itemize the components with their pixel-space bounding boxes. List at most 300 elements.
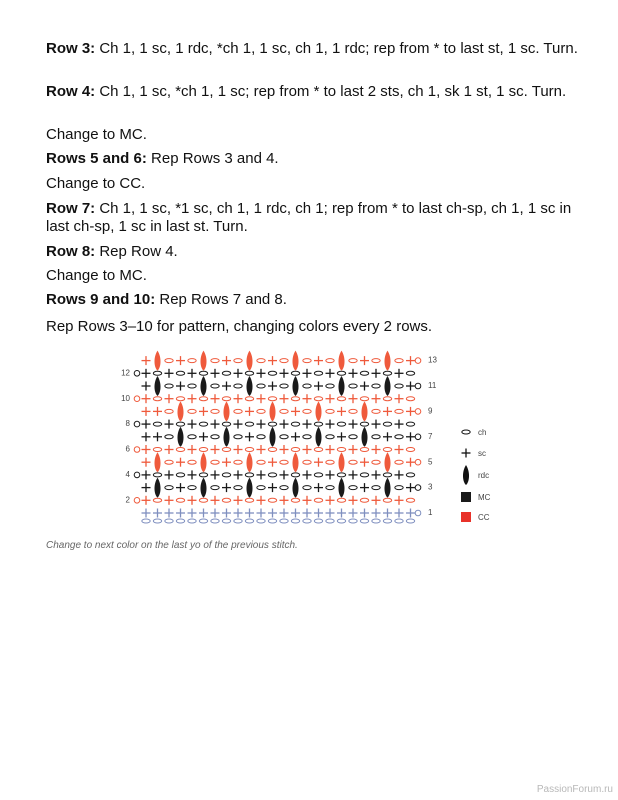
single-crochet-stitch — [245, 432, 254, 441]
single-crochet-stitch — [268, 356, 277, 365]
chain-stitch — [360, 519, 368, 523]
chain-stitch — [372, 359, 380, 363]
chain-stitch — [372, 435, 380, 439]
chart-caption: Change to next color on the last yo of the previous stitch. — [46, 540, 298, 551]
single-crochet-stitch — [291, 432, 300, 441]
single-crochet-stitch — [326, 420, 335, 429]
single-crochet-stitch — [280, 420, 289, 429]
single-crochet-stitch — [176, 382, 185, 391]
single-crochet-stitch — [222, 382, 231, 391]
raised-double-crochet-stitch — [338, 478, 344, 498]
single-crochet-stitch — [234, 470, 243, 479]
chain-stitch — [234, 359, 242, 363]
chain-stitch — [280, 409, 288, 413]
single-crochet-stitch — [395, 470, 404, 479]
raised-double-crochet-stitch — [246, 452, 252, 472]
single-crochet-stitch — [395, 420, 404, 429]
single-crochet-stitch — [360, 458, 369, 467]
change-to-mc-note: Change to MC. — [46, 267, 147, 284]
chain-stitch — [257, 519, 265, 523]
chain-stitch — [199, 397, 207, 401]
single-crochet-stitch — [222, 509, 231, 518]
single-crochet-stitch — [326, 369, 335, 378]
turning-chain-marker — [415, 383, 421, 389]
chain-stitch — [245, 371, 253, 375]
raised-double-crochet-stitch — [384, 452, 390, 472]
single-crochet-stitch — [165, 470, 174, 479]
single-crochet-stitch — [280, 496, 289, 505]
chain-stitch — [337, 371, 345, 375]
single-crochet-stitch — [211, 394, 220, 403]
chain-stitch — [326, 384, 334, 388]
single-crochet-stitch — [303, 496, 312, 505]
chain-stitch — [280, 359, 288, 363]
chain-stitch — [303, 359, 311, 363]
chain-stitch — [349, 435, 357, 439]
chain-stitch — [211, 359, 219, 363]
single-crochet-stitch — [303, 369, 312, 378]
chain-stitch — [199, 498, 207, 502]
chain-stitch — [188, 486, 196, 490]
single-crochet-stitch — [280, 445, 289, 454]
chain-stitch — [257, 359, 265, 363]
chain-stitch — [314, 448, 322, 452]
chain-stitch — [337, 422, 345, 426]
single-crochet-stitch — [395, 496, 404, 505]
chain-stitch — [349, 486, 357, 490]
chain-stitch — [153, 498, 161, 502]
chain-stitch — [234, 460, 242, 464]
single-crochet-stitch — [165, 420, 174, 429]
chain-stitch — [383, 371, 391, 375]
row-label: Row 3: — [46, 40, 96, 57]
chain-stitch — [291, 498, 299, 502]
chain-stitch — [372, 384, 380, 388]
chain-stitch — [280, 519, 288, 523]
single-crochet-stitch — [395, 394, 404, 403]
raised-double-crochet-stitch — [463, 465, 469, 485]
chain-stitch — [372, 486, 380, 490]
chain-stitch — [406, 473, 414, 477]
chain-stitch — [383, 422, 391, 426]
chain-stitch — [176, 498, 184, 502]
chain-stitch — [165, 486, 173, 490]
single-crochet-stitch — [199, 407, 208, 416]
row-number-right: 9 — [428, 406, 433, 416]
watermark: PassionForum.ru — [536, 784, 613, 795]
row-label: Rows 9 and 10: — [46, 291, 156, 308]
row-number-right: 13 — [428, 355, 437, 365]
chain-stitch — [176, 473, 184, 477]
chain-stitch — [222, 473, 230, 477]
single-crochet-stitch — [165, 394, 174, 403]
single-crochet-stitch — [303, 470, 312, 479]
turning-chain-marker — [134, 396, 140, 402]
raised-double-crochet-stitch — [154, 452, 160, 472]
single-crochet-stitch — [268, 458, 277, 467]
chain-stitch — [188, 359, 196, 363]
row-number-right: 3 — [428, 482, 433, 492]
chain-stitch — [291, 422, 299, 426]
chain-stitch — [211, 486, 219, 490]
single-crochet-stitch — [314, 458, 323, 467]
raised-double-crochet-stitch — [269, 401, 275, 421]
single-crochet-stitch — [303, 445, 312, 454]
raised-double-crochet-stitch — [200, 351, 206, 371]
single-crochet-stitch — [406, 483, 415, 492]
turning-chain-marker — [134, 472, 140, 478]
raised-double-crochet-stitch — [292, 376, 298, 396]
chain-stitch — [291, 519, 299, 523]
chain-stitch — [291, 448, 299, 452]
row-number-left: 2 — [125, 495, 130, 505]
raised-double-crochet-stitch — [338, 376, 344, 396]
chain-stitch — [153, 371, 161, 375]
chain-stitch — [222, 422, 230, 426]
chain-stitch — [153, 519, 161, 523]
chain-stitch — [303, 460, 311, 464]
row-3-instruction — [46, 40, 586, 58]
legend-label-rdc: rdc — [478, 471, 490, 481]
chain-stitch — [199, 371, 207, 375]
chain-stitch — [406, 422, 414, 426]
single-crochet-stitch — [257, 420, 266, 429]
single-crochet-stitch — [165, 369, 174, 378]
chain-stitch — [303, 384, 311, 388]
single-crochet-stitch — [142, 407, 151, 416]
chain-stitch — [383, 498, 391, 502]
row-label: Rows 5 and 6: — [46, 150, 147, 167]
chain-stitch — [188, 460, 196, 464]
single-crochet-stitch — [176, 356, 185, 365]
single-crochet-stitch — [142, 394, 151, 403]
row-text: Ch 1, 1 sc, *ch 1, 1 sc; rep from * to last 2 sts, ch 1, sk 1 st, 1 sc. Turn. — [95, 83, 567, 100]
single-crochet-stitch — [188, 394, 197, 403]
single-crochet-stitch — [234, 496, 243, 505]
single-crochet-stitch — [303, 509, 312, 518]
single-crochet-stitch — [291, 407, 300, 416]
single-crochet-stitch — [142, 420, 151, 429]
chain-stitch — [268, 498, 276, 502]
single-crochet-stitch — [234, 369, 243, 378]
turning-chain-marker — [415, 510, 421, 516]
chain-stitch — [326, 435, 334, 439]
single-crochet-stitch — [337, 407, 346, 416]
single-crochet-stitch — [280, 509, 289, 518]
single-crochet-stitch — [234, 509, 243, 518]
row-7-instruction — [46, 200, 586, 236]
chain-stitch — [222, 371, 230, 375]
single-crochet-stitch — [142, 369, 151, 378]
single-crochet-stitch — [257, 394, 266, 403]
chain-stitch — [176, 448, 184, 452]
single-crochet-stitch — [211, 369, 220, 378]
single-crochet-stitch — [314, 483, 323, 492]
raised-double-crochet-stitch — [223, 427, 229, 447]
chain-stitch — [222, 397, 230, 401]
single-crochet-stitch — [153, 407, 162, 416]
single-crochet-stitch — [211, 470, 220, 479]
chain-stitch — [257, 409, 265, 413]
chain-stitch — [406, 371, 414, 375]
chain-stitch — [349, 519, 357, 523]
single-crochet-stitch — [142, 509, 151, 518]
chain-stitch — [245, 422, 253, 426]
turning-chain-marker — [415, 409, 421, 415]
chain-stitch — [234, 384, 242, 388]
chain-stitch — [176, 371, 184, 375]
chain-stitch — [349, 409, 357, 413]
legend-label-cc: CC — [478, 513, 490, 523]
single-crochet-stitch — [314, 509, 323, 518]
chain-stitch — [406, 397, 414, 401]
raised-double-crochet-stitch — [338, 452, 344, 472]
chain-stitch — [395, 359, 403, 363]
single-crochet-stitch — [395, 369, 404, 378]
single-crochet-stitch — [372, 496, 381, 505]
turning-chain-marker — [134, 498, 140, 504]
single-crochet-stitch — [257, 470, 266, 479]
single-crochet-stitch — [188, 369, 197, 378]
raised-double-crochet-stitch — [246, 351, 252, 371]
raised-double-crochet-stitch — [177, 427, 183, 447]
single-crochet-stitch — [176, 483, 185, 492]
row-number-left: 8 — [125, 419, 130, 429]
single-crochet-stitch — [199, 509, 208, 518]
chain-stitch — [462, 430, 470, 434]
chain-stitch — [165, 460, 173, 464]
chain-stitch — [211, 409, 219, 413]
raised-double-crochet-stitch — [384, 376, 390, 396]
chain-stitch — [303, 409, 311, 413]
single-crochet-stitch — [326, 394, 335, 403]
change-to-cc-note: Change to CC. — [46, 175, 146, 192]
single-crochet-stitch — [291, 509, 300, 518]
chain-stitch — [268, 422, 276, 426]
chain-stitch — [142, 519, 150, 523]
row-number-right: 11 — [428, 381, 437, 391]
single-crochet-stitch — [268, 382, 277, 391]
chain-stitch — [395, 409, 403, 413]
single-crochet-stitch — [406, 407, 415, 416]
single-crochet-stitch — [142, 356, 151, 365]
chain-stitch — [165, 519, 173, 523]
turning-chain-marker — [415, 434, 421, 440]
single-crochet-stitch — [372, 369, 381, 378]
chain-stitch — [337, 397, 345, 401]
repeat-instruction: Rep Rows 3–10 for pattern, changing colors every 2 rows. — [46, 318, 433, 335]
single-crochet-stitch — [360, 356, 369, 365]
single-crochet-stitch — [222, 483, 231, 492]
chain-stitch — [234, 519, 242, 523]
single-crochet-stitch — [188, 445, 197, 454]
chain-stitch — [188, 435, 196, 439]
chain-stitch — [245, 397, 253, 401]
chain-stitch — [406, 448, 414, 452]
single-crochet-stitch — [337, 432, 346, 441]
row-text: Rep Rows 3 and 4. — [146, 150, 279, 167]
row-text: Rep Rows 7 and 8. — [155, 291, 287, 308]
single-crochet-stitch — [165, 496, 174, 505]
crochet-stitch-chart — [116, 345, 506, 527]
single-crochet-stitch — [211, 496, 220, 505]
chain-stitch — [383, 473, 391, 477]
single-crochet-stitch — [326, 470, 335, 479]
row-text: Ch 1, 1 sc, *1 sc, ch 1, 1 rdc, ch 1; rep from * to last ch-sp, ch 1, 1 sc in last ch-sp, 1 sc in last st. Turn. — [46, 200, 572, 235]
single-crochet-stitch — [303, 420, 312, 429]
chain-stitch — [165, 359, 173, 363]
raised-double-crochet-stitch — [246, 376, 252, 396]
single-crochet-stitch — [165, 509, 174, 518]
chain-stitch — [406, 519, 414, 523]
turning-chain-marker — [134, 371, 140, 377]
single-crochet-stitch — [349, 369, 358, 378]
single-crochet-stitch — [257, 496, 266, 505]
chain-stitch — [165, 384, 173, 388]
turning-chain-marker — [134, 421, 140, 427]
row-number-right: 1 — [428, 508, 433, 518]
single-crochet-stitch — [268, 483, 277, 492]
chain-stitch — [337, 519, 345, 523]
single-crochet-stitch — [372, 509, 381, 518]
chain-stitch — [383, 519, 391, 523]
chain-stitch — [360, 371, 368, 375]
turning-chain-marker — [415, 485, 421, 491]
chain-stitch — [280, 460, 288, 464]
raised-double-crochet-stitch — [269, 427, 275, 447]
single-crochet-stitch — [337, 509, 346, 518]
row-label: Row 8: — [46, 243, 96, 260]
raised-double-crochet-stitch — [200, 478, 206, 498]
row-8-instruction — [46, 243, 586, 261]
chain-stitch — [268, 371, 276, 375]
chain-stitch — [153, 448, 161, 452]
single-crochet-stitch — [406, 509, 415, 518]
legend-swatch-mc — [461, 492, 471, 502]
single-crochet-stitch — [280, 394, 289, 403]
chain-stitch — [268, 397, 276, 401]
raised-double-crochet-stitch — [154, 376, 160, 396]
turning-chain-marker — [134, 447, 140, 453]
raised-double-crochet-stitch — [361, 401, 367, 421]
chain-stitch — [360, 448, 368, 452]
single-crochet-stitch — [142, 382, 151, 391]
chain-stitch — [234, 409, 242, 413]
chain-stitch — [291, 473, 299, 477]
single-crochet-stitch — [188, 496, 197, 505]
chain-stitch — [222, 448, 230, 452]
legend-swatch-cc — [461, 512, 471, 522]
chain-stitch — [314, 397, 322, 401]
chain-stitch — [303, 519, 311, 523]
single-crochet-stitch — [303, 394, 312, 403]
single-crochet-stitch — [326, 509, 335, 518]
single-crochet-stitch — [176, 509, 185, 518]
chain-stitch — [245, 498, 253, 502]
single-crochet-stitch — [395, 509, 404, 518]
single-crochet-stitch — [142, 445, 151, 454]
chain-stitch — [349, 384, 357, 388]
single-crochet-stitch — [406, 432, 415, 441]
single-crochet-stitch — [349, 420, 358, 429]
chain-stitch — [268, 473, 276, 477]
single-crochet-stitch — [188, 470, 197, 479]
single-crochet-stitch — [199, 432, 208, 441]
single-crochet-stitch — [280, 369, 289, 378]
chain-stitch — [314, 473, 322, 477]
single-crochet-stitch — [372, 470, 381, 479]
single-crochet-stitch — [360, 509, 369, 518]
chain-stitch — [337, 448, 345, 452]
chain-stitch — [372, 409, 380, 413]
chain-stitch — [176, 422, 184, 426]
chain-stitch — [303, 435, 311, 439]
row-label: Row 7: — [46, 200, 96, 217]
chain-stitch — [268, 448, 276, 452]
chain-stitch — [395, 384, 403, 388]
single-crochet-stitch — [153, 432, 162, 441]
single-crochet-stitch — [360, 382, 369, 391]
raised-double-crochet-stitch — [361, 427, 367, 447]
single-crochet-stitch — [349, 470, 358, 479]
single-crochet-stitch — [326, 496, 335, 505]
single-crochet-stitch — [372, 394, 381, 403]
single-crochet-stitch — [314, 382, 323, 391]
chain-stitch — [372, 460, 380, 464]
chain-stitch — [349, 359, 357, 363]
single-crochet-stitch — [142, 470, 151, 479]
chain-stitch — [360, 498, 368, 502]
chain-stitch — [257, 486, 265, 490]
turning-chain-marker — [415, 358, 421, 364]
single-crochet-stitch — [245, 407, 254, 416]
chain-stitch — [383, 397, 391, 401]
chain-stitch — [211, 384, 219, 388]
chain-stitch — [326, 519, 334, 523]
row-text: Ch 1, 1 sc, 1 rdc, *ch 1, 1 sc, ch 1, 1 rdc; rep from * to last st, 1 sc. Turn. — [95, 40, 578, 57]
chain-stitch — [257, 435, 265, 439]
row-4-instruction — [46, 83, 586, 101]
raised-double-crochet-stitch — [177, 401, 183, 421]
single-crochet-stitch — [234, 445, 243, 454]
chain-stitch — [337, 498, 345, 502]
row-number-left: 6 — [125, 444, 130, 454]
chain-stitch — [280, 486, 288, 490]
chain-stitch — [326, 409, 334, 413]
chain-stitch — [188, 519, 196, 523]
single-crochet-stitch — [462, 449, 471, 458]
raised-double-crochet-stitch — [154, 351, 160, 371]
chain-stitch — [257, 460, 265, 464]
chain-stitch — [165, 409, 173, 413]
single-crochet-stitch — [257, 369, 266, 378]
legend-label-mc: MC — [478, 493, 491, 503]
single-crochet-stitch — [257, 509, 266, 518]
chain-stitch — [406, 498, 414, 502]
single-crochet-stitch — [326, 445, 335, 454]
chain-stitch — [245, 473, 253, 477]
single-crochet-stitch — [222, 458, 231, 467]
raised-double-crochet-stitch — [223, 401, 229, 421]
single-crochet-stitch — [234, 394, 243, 403]
single-crochet-stitch — [165, 445, 174, 454]
single-crochet-stitch — [406, 382, 415, 391]
legend-label-sc: sc — [478, 449, 486, 459]
legend-label-ch: ch — [478, 428, 487, 438]
chain-stitch — [360, 422, 368, 426]
single-crochet-stitch — [142, 483, 151, 492]
single-crochet-stitch — [314, 356, 323, 365]
